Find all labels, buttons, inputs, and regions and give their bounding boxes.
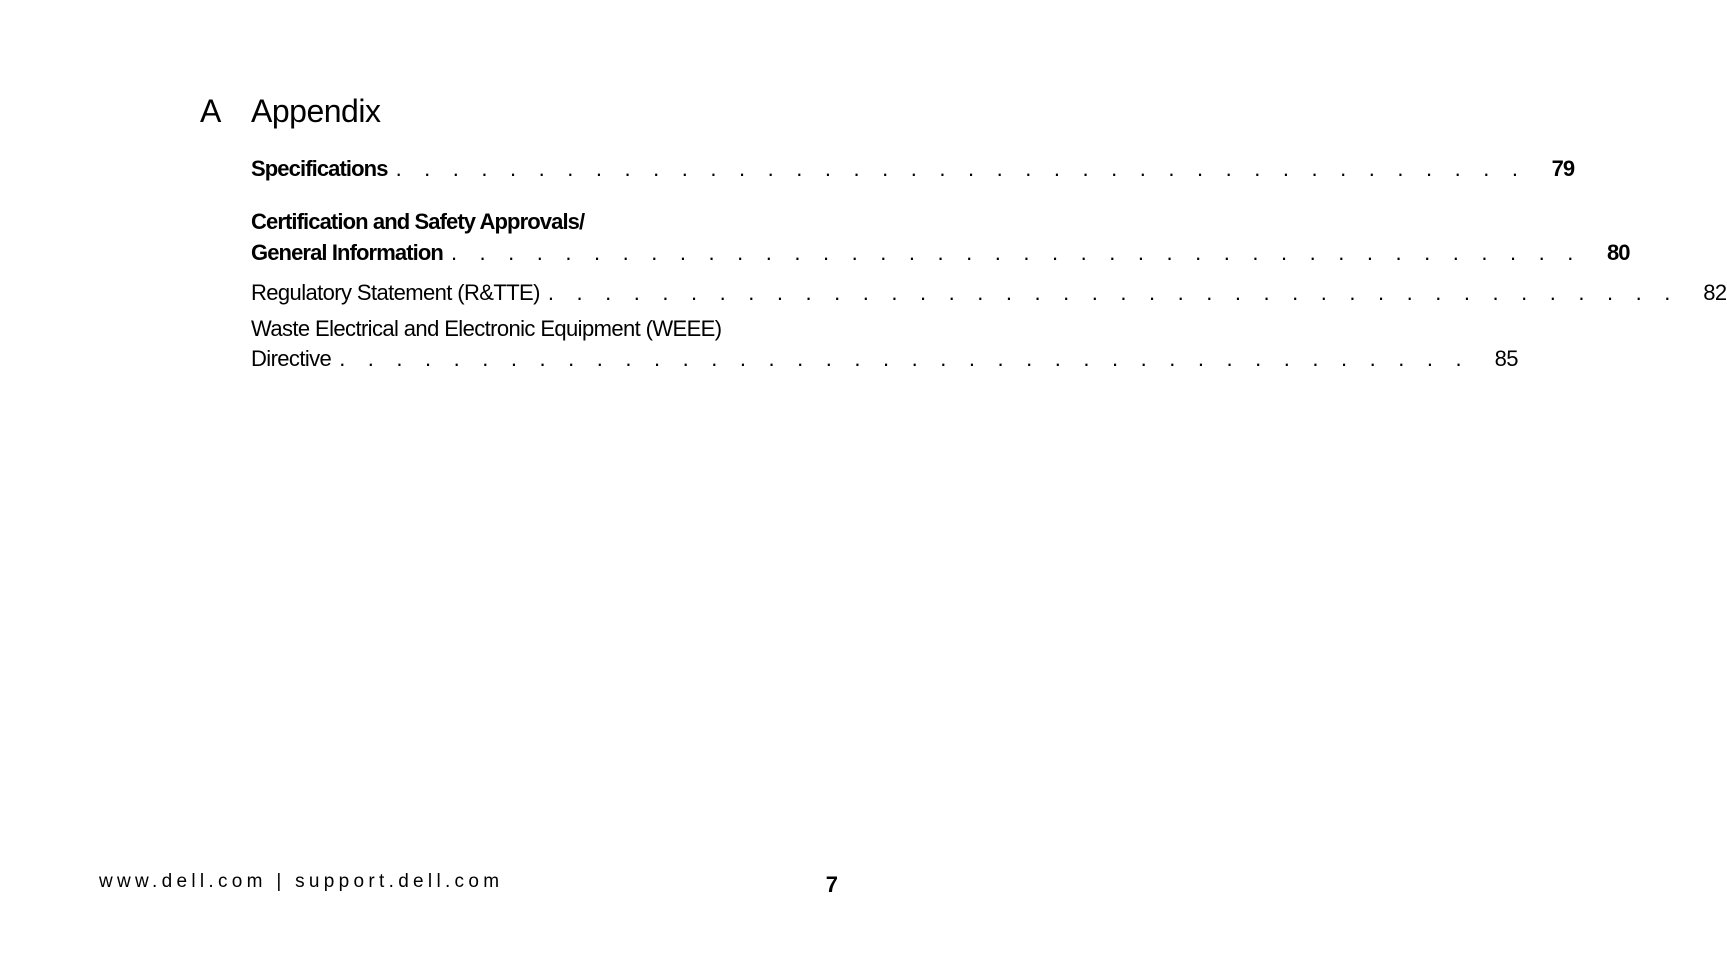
page-number: 7 xyxy=(825,872,838,897)
toc-entry-regulatory[interactable] xyxy=(251,278,1727,308)
toc-entry-label: Waste Electrical and Electronic Equipment (WEEE) xyxy=(251,316,722,341)
toc-entry-weee-line1[interactable] xyxy=(251,314,854,344)
dot-leader: . . . . . . . . . . . . . . . . . . . . . . . . . . . . . . . . . . . . . . . . xyxy=(339,346,1470,371)
footer-url: www.dell.com | support.dell.com xyxy=(99,871,504,892)
toc-entry-label: Directive xyxy=(251,346,332,371)
toc-entry-label: Regulatory Statement (R&TTE) xyxy=(251,280,540,305)
dot-leader: . . . . . . . . . . . . . . . . . . . . . . . . . . . . . . . . . . . . . . . . xyxy=(450,240,1582,265)
dot-leader: . . . . . . . . . . . . . . . . . . . . . . . . . . . . . . . . . . . . . . . . xyxy=(547,280,1679,305)
toc-entry-label: General Information xyxy=(251,240,443,265)
toc-entry-certification-line1[interactable] xyxy=(251,207,854,237)
toc-entry-specifications[interactable] xyxy=(251,154,1575,184)
toc-entry-certification[interactable] xyxy=(251,238,1630,268)
dot-leader: . . . . . . . . . . . . . . . . . . . . . . . . . . . . . . . . . . . . . . . . xyxy=(395,156,1527,181)
toc-entry-weee[interactable] xyxy=(251,344,1518,374)
toc-entry-page: 79 xyxy=(1551,156,1575,181)
chapter-letter: A xyxy=(200,93,221,129)
toc-entry-page: 82 xyxy=(1703,280,1727,305)
toc-entry-label: Certification and Safety Approvals/ xyxy=(251,209,585,234)
toc-entry-page: 85 xyxy=(1494,346,1518,371)
toc-entry-page: 80 xyxy=(1606,240,1630,265)
chapter-title: Appendix xyxy=(251,93,381,129)
toc-entry-label: Specifications xyxy=(251,156,388,181)
